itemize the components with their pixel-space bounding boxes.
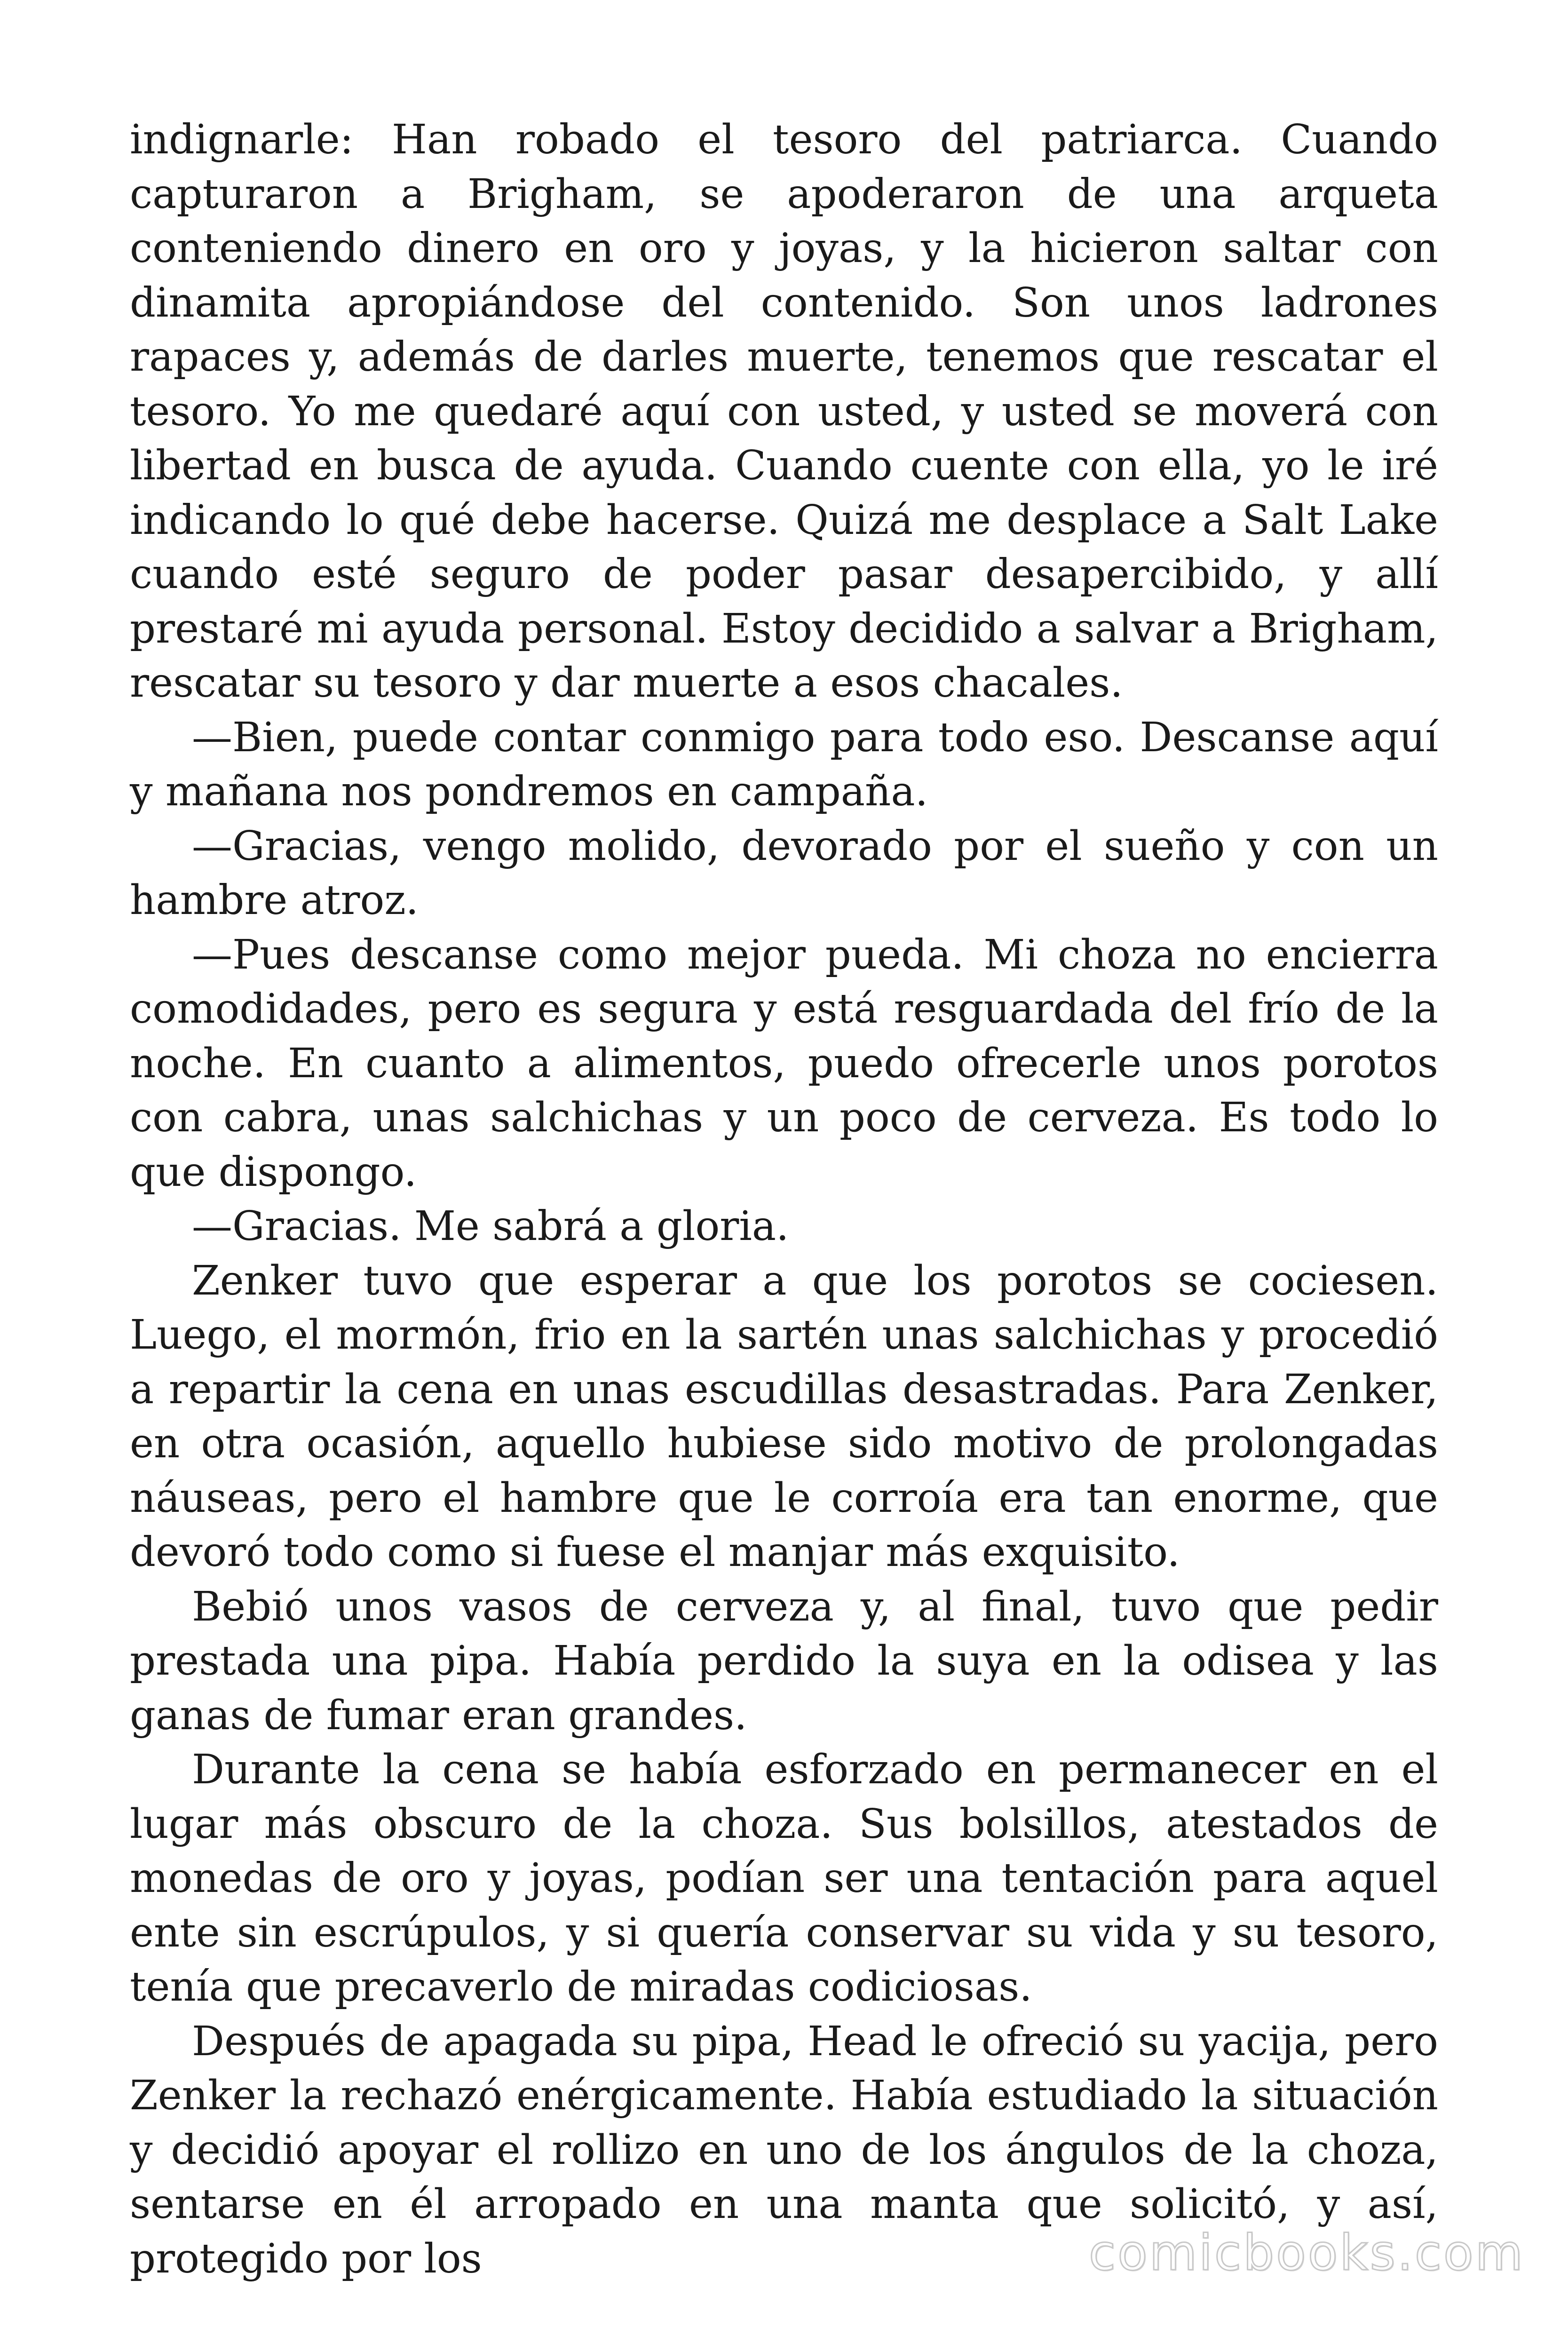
paragraph-2: —Bien, puede contar conmigo para todo eso. Descanse aquí y mañana nos pondremos en campaña. [130,714,1438,815]
paragraph-9: Después de apagada su pipa, Head le ofreció su yacija, pero Zenker la rechazó enérgicamente. Había estudiado la situación y decidió apoyar el rollizo en uno de los ángulos de la choza, sentarse en él arropado en una manta que solicitó, y así, protegido por los [130,2018,1438,2282]
book-page-body [130,113,1438,2286]
paragraph-8: Durante la cena se había esforzado en permanecer en el lugar más obscuro de la choza. Sus bolsillos, atestados de monedas de oro y joyas, podían ser una tentación para aquel ente sin escrúpulos, y si quería conservar su vida y su tesoro, tenía que precaverlo de miradas codiciosas. [130,1746,1438,2010]
paragraph-4: —Pues descanse como mejor pueda. Mi choza no encierra comodidades, pero es segura y está resguardada del frío de la noche. En cuanto a alimentos, puedo ofrecerle unos porotos con cabra, unas salchichas y un poco de cerveza. Es todo lo que dispongo. [130,931,1438,1196]
watermark: comicbooks.com [1088,2224,1525,2281]
paragraph-1: indignarle: Han robado el tesoro del patriarca. Cuando capturaron a Brigham, se apoderaron de una arqueta conteniendo dinero en oro y joyas, y la hicieron saltar con dinamita apropiándose del contenido. Son unos ladrones rapaces y, además de darles muerte, tenemos que rescatar el tesoro. Yo me quedaré aquí con usted, y usted se moverá con libertad en busca de ayuda. Cuando cuente con ella, yo le iré indicando lo qué debe hacerse. Quizá me desplace a Salt Lake cuando esté seguro de poder pasar desapercibido, y allí prestaré mi ayuda personal. Estoy decidido a salvar a Brigham, rescatar su tesoro y dar muerte a esos chacales. [130,116,1438,707]
paragraph-7: Bebió unos vasos de cerveza y, al final, tuvo que pedir prestada una pipa. Había perdido la suya en la odisea y las ganas de fumar eran grandes. [130,1583,1438,1739]
paragraph-5: —Gracias. Me sabrá a gloria. [192,1203,789,1250]
paragraph-3: —Gracias, vengo molido, devorado por el sueño y con un hambre atroz. [130,822,1438,924]
paragraph-6: Zenker tuvo que esperar a que los porotos se cociesen. Luego, el mormón, frio en la sartén unas salchichas y procedió a repartir la cena en unas escudillas desastradas. Para Zenker, en otra ocasión, aquello hubiese sido motivo de prolongadas náuseas, pero el hambre que le corroía era tan enorme, que devoró todo como si fuese el manjar más exquisito. [130,1257,1438,1576]
